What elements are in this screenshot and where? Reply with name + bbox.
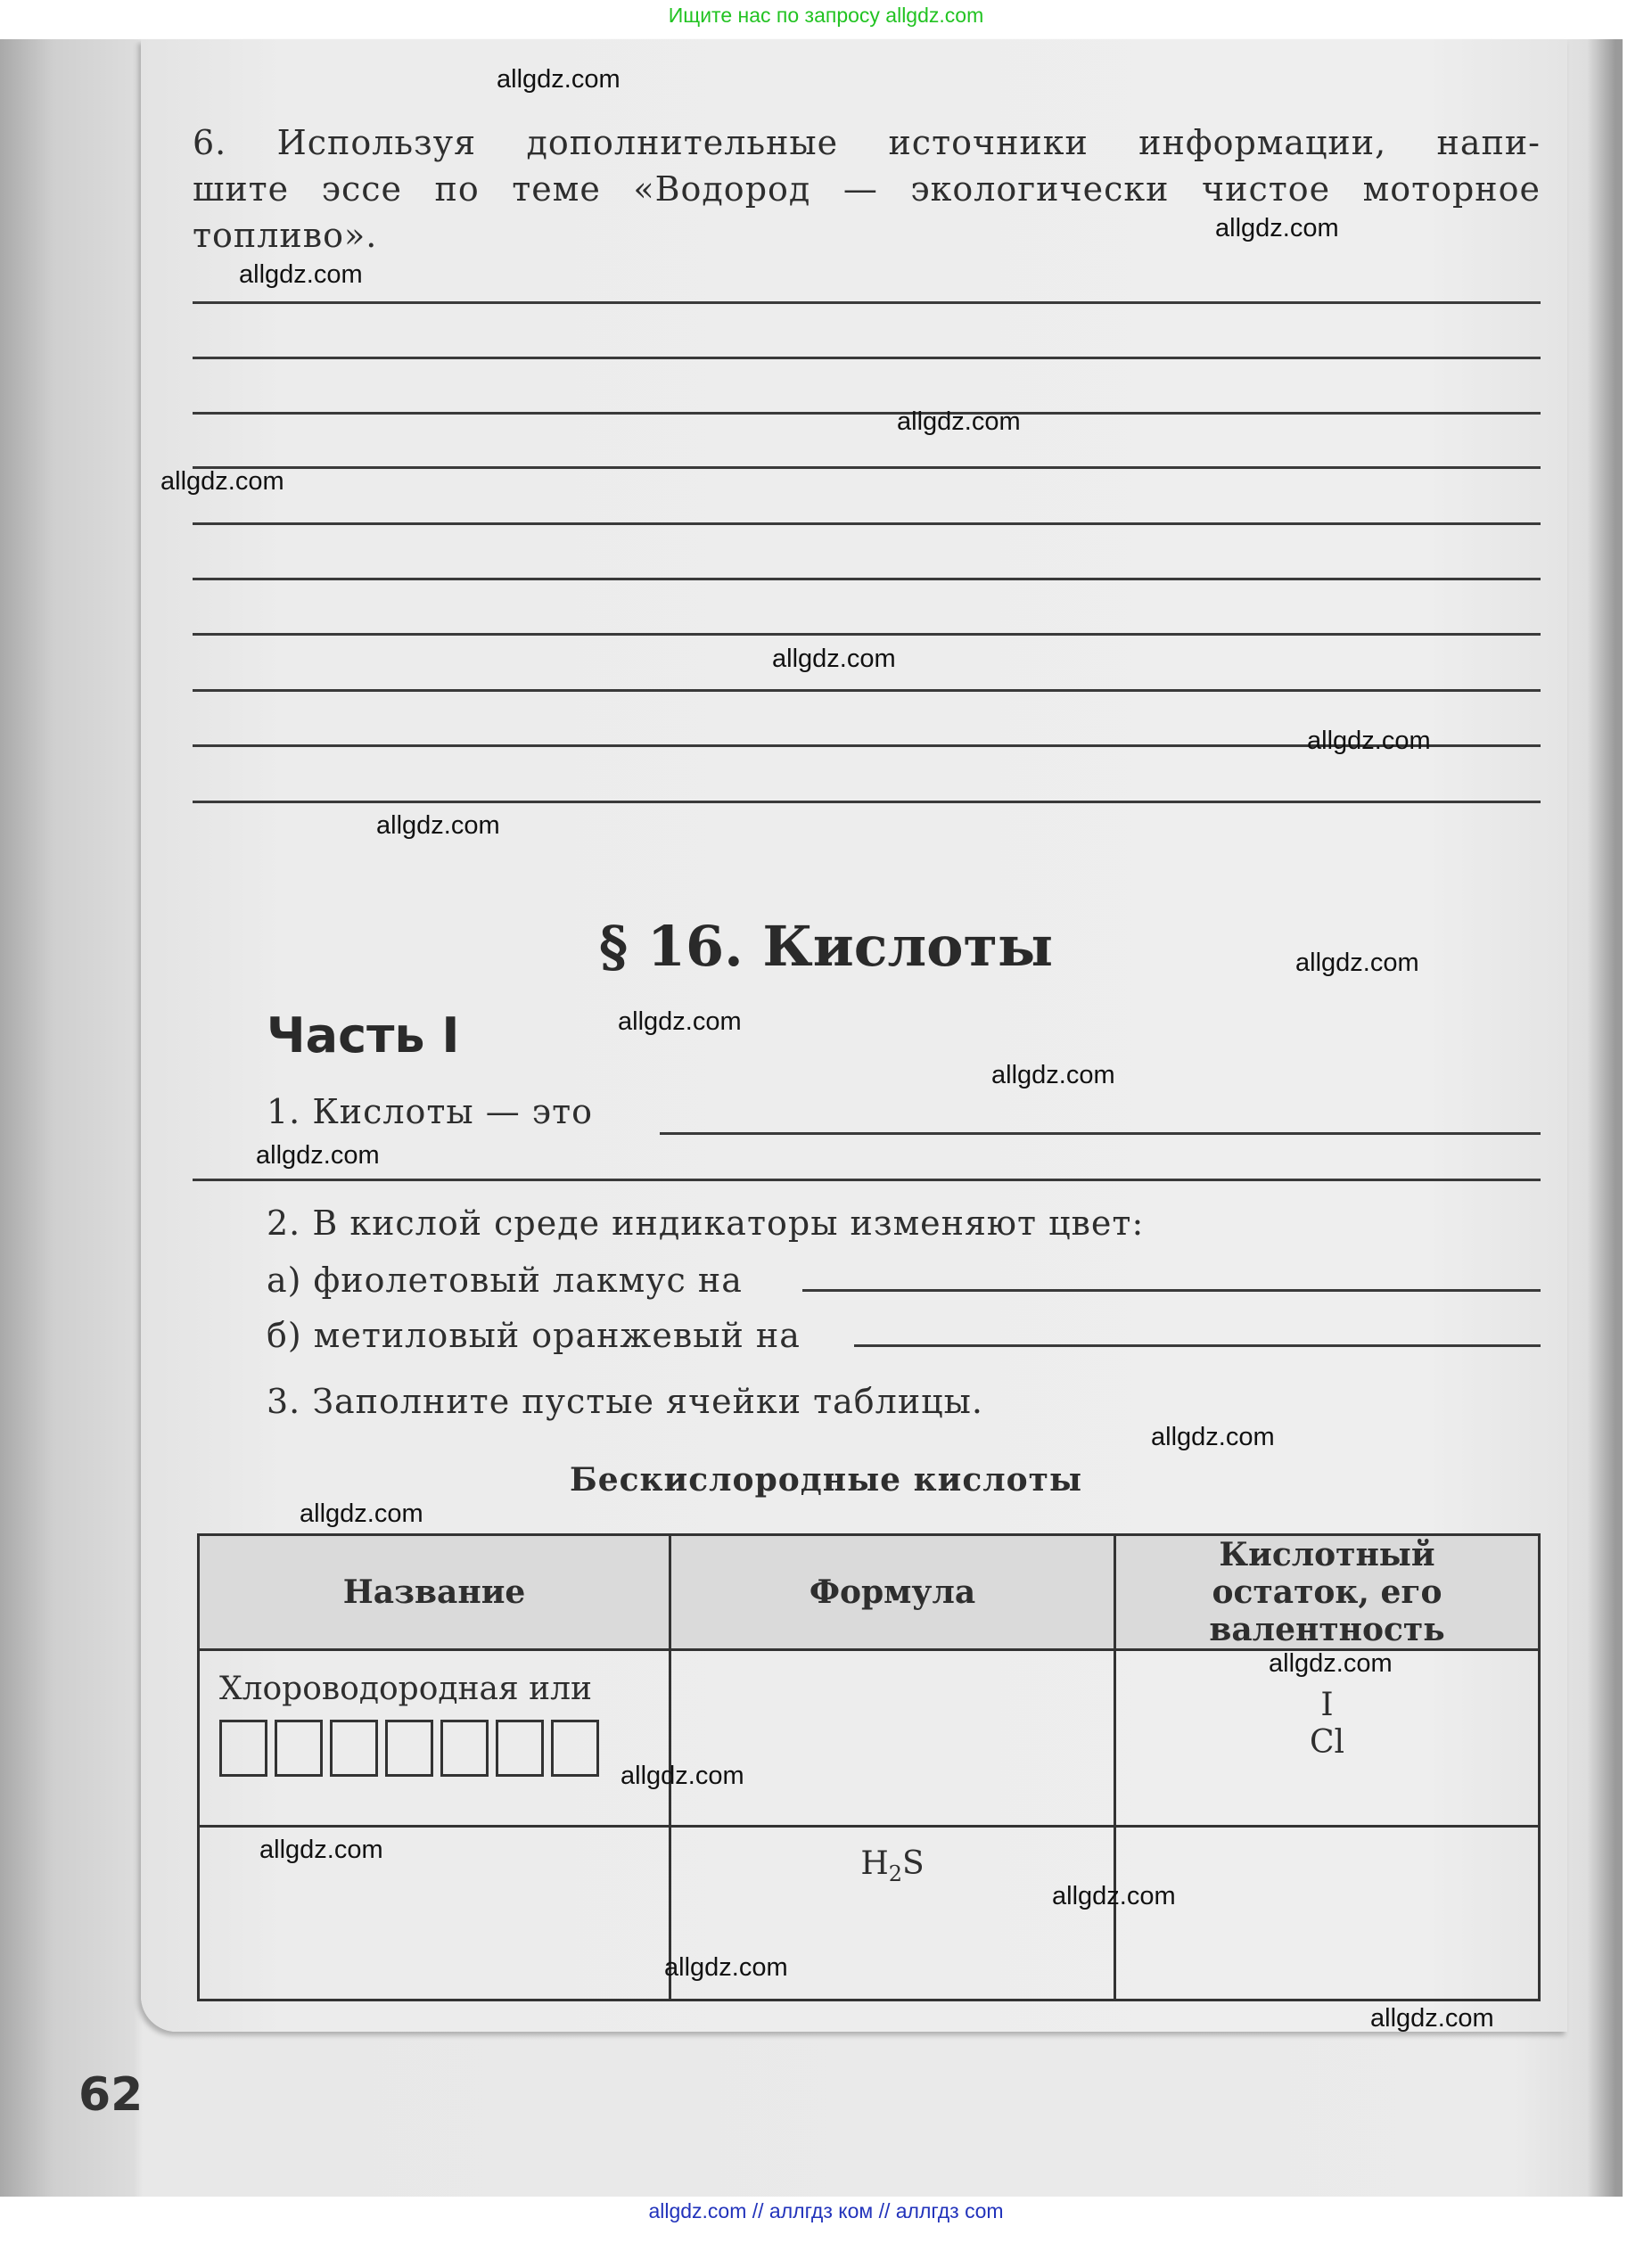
table-title: Бескислородные кислоты — [569, 1461, 1083, 1499]
footer-links[interactable]: allgdz.com // аллгдз ком // аллгдз com — [648, 2199, 1004, 2222]
watermark: allgdz.com — [1269, 1649, 1393, 1678]
watermark: allgdz.com — [621, 1762, 744, 1790]
watermark: allgdz.com — [772, 645, 896, 673]
formula-s: S — [902, 1845, 925, 1882]
watermark: allgdz.com — [497, 65, 621, 94]
watermark: allgdz.com — [376, 811, 500, 840]
watermark: allgdz.com — [991, 1061, 1115, 1089]
question-2b: б) метиловый оранжевый на — [267, 1316, 801, 1355]
answer-line — [193, 1179, 1541, 1181]
formula-h: H — [860, 1845, 889, 1882]
acids-table — [197, 1533, 1541, 2001]
cell-residue-empty[interactable] — [1115, 1827, 1540, 2000]
answer-line — [193, 522, 1541, 525]
top-banner[interactable]: Ищите нас по запросу allgdz.com — [668, 4, 984, 27]
watermark: allgdz.com — [1151, 1423, 1275, 1451]
page-number: 62 — [78, 2068, 144, 2122]
header-name: Название — [199, 1535, 670, 1650]
task6-line3: топливо». — [193, 216, 378, 255]
answer-line — [854, 1344, 1541, 1347]
cell-name[interactable] — [199, 1650, 670, 1827]
question-3: 3. Заполните пустые ячейки таблицы. — [267, 1382, 983, 1421]
watermark: allgdz.com — [1307, 727, 1431, 755]
watermark: allgdz.com — [1370, 2004, 1494, 2033]
part-title: Часть I — [267, 1007, 460, 1064]
header-residue: Кислотный остаток, его валентность — [1115, 1535, 1540, 1650]
question-2: 2. В кислой среде индикаторы изменяют цвет: — [267, 1204, 1145, 1243]
answer-line — [802, 1289, 1541, 1292]
answer-line — [193, 689, 1541, 692]
watermark: allgdz.com — [300, 1499, 423, 1528]
header-formula: Формула — [670, 1535, 1115, 1650]
section-title: § 16. Кислоты — [598, 914, 1054, 979]
task6-line1: 6. Используя дополнительные источники информации, напи- — [193, 123, 1541, 162]
watermark: allgdz.com — [1295, 949, 1419, 977]
task6-line2: шите эссе по теме «Водород — экологически чистое моторное — [193, 169, 1541, 209]
answer-line — [193, 466, 1541, 469]
formula-subscript: 2 — [888, 1861, 902, 1887]
acid-name: Хлороводородная или — [219, 1671, 593, 1707]
answer-line — [193, 578, 1541, 580]
answer-line — [193, 301, 1541, 304]
answer-line — [193, 357, 1541, 359]
cell-formula-empty[interactable] — [670, 1650, 1115, 1827]
residue: Cl — [1309, 1724, 1345, 1761]
answer-line — [193, 633, 1541, 636]
watermark: allgdz.com — [664, 1953, 788, 1982]
watermark: allgdz.com — [239, 260, 363, 289]
question-2a: а) фиолетовый лакмус на — [267, 1261, 743, 1300]
letter-boxes[interactable] — [219, 1720, 649, 1785]
watermark: allgdz.com — [897, 407, 1021, 436]
answer-line — [193, 412, 1541, 415]
watermark: allgdz.com — [259, 1836, 383, 1864]
answer-line — [660, 1132, 1541, 1135]
watermark: allgdz.com — [1052, 1882, 1176, 1910]
watermark: allgdz.com — [618, 1007, 742, 1036]
watermark: allgdz.com — [256, 1141, 380, 1170]
watermark: allgdz.com — [1215, 214, 1339, 242]
valence: I — [1320, 1687, 1334, 1723]
answer-line — [193, 801, 1541, 803]
question-1: 1. Кислоты — это — [267, 1092, 593, 1131]
watermark: allgdz.com — [160, 467, 284, 496]
